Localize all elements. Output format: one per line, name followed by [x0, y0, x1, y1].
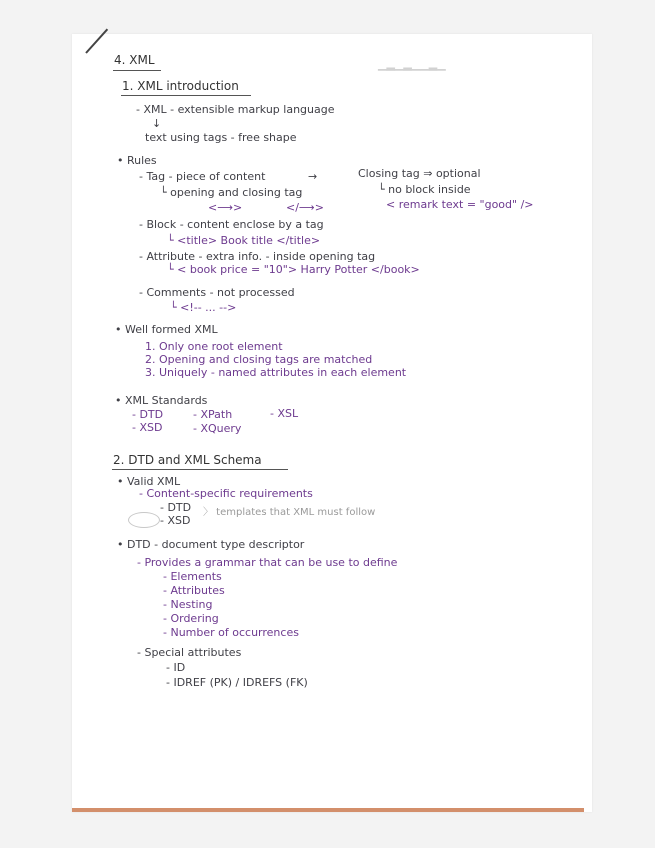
note-list-item: - XSD	[160, 514, 191, 527]
note-line: └ no block inside	[378, 183, 471, 196]
note-line: - Block - content enclose by a tag	[139, 218, 324, 231]
code-example: └ <title> Book title </title>	[167, 234, 321, 247]
note-list-item: - Attributes	[163, 584, 225, 597]
note-annotation: 〉 templates that XML must follow	[203, 507, 376, 518]
note-heading: • Well formed XML	[115, 323, 218, 336]
note-line: - XML - extensible markup language	[136, 103, 335, 116]
note-list-item: - Number of occurrences	[163, 626, 299, 639]
code-example: └ <!-- ... -->	[170, 301, 237, 314]
note-list-item: - Nesting	[163, 598, 213, 611]
note-heading: • XML Standards	[115, 394, 208, 407]
note-list-item: - IDREF (PK) / IDREFS (FK)	[166, 676, 308, 689]
note-list-item: - XPath	[193, 408, 233, 421]
code-example: </⟶>	[286, 201, 324, 214]
note-line: └ opening and closing tag	[160, 186, 303, 199]
code-example: └ < book price = "10"> Harry Potter </book>	[167, 263, 420, 276]
subsection-title-xml-introduction: 1. XML introduction	[122, 79, 239, 93]
circled-annotation	[128, 512, 160, 528]
code-example: <⟶>	[208, 201, 243, 214]
note-heading: • DTD - document type descriptor	[117, 538, 305, 551]
note-line: text using tags - free shape	[145, 131, 297, 144]
show-through-text: ▁▂▁▂▁▁▂▁	[378, 58, 446, 71]
page-edge	[72, 808, 584, 812]
note-list-item: 2. Opening and closing tags are matched	[145, 353, 373, 366]
section-title-xml: 4. XML	[114, 53, 155, 67]
title-underline	[121, 95, 251, 96]
note-list-item: - DTD	[160, 501, 192, 514]
note-line: - Tag - piece of content	[139, 170, 266, 183]
note-list-item: - XSL	[270, 407, 299, 420]
note-line: - Attribute - extra info. - inside opening tag	[139, 250, 376, 263]
note-line: - Provides a grammar that can be use to define	[137, 556, 398, 569]
title-underline	[113, 70, 161, 71]
note-line: Closing tag ⇒ optional	[358, 167, 481, 180]
note-list-item: - DTD	[132, 408, 164, 421]
subsection-title-dtd-schema: 2. DTD and XML Schema	[113, 453, 262, 467]
note-heading: • Valid XML	[117, 475, 181, 488]
title-underline	[112, 469, 288, 470]
note-line: - Content-specific requirements	[139, 487, 313, 500]
note-list-item: - XSD	[132, 421, 163, 434]
note-list-item: - Ordering	[163, 612, 219, 625]
note-heading: • Rules	[117, 154, 157, 167]
note-list-item: - ID	[166, 661, 186, 674]
arrow-right-glyph: →	[308, 170, 318, 183]
code-example: < remark text = "good" />	[386, 198, 534, 211]
note-list-item: 1. Only one root element	[145, 340, 283, 353]
arrow-down-glyph: ↓	[152, 117, 162, 130]
note-list-item: - Elements	[163, 570, 222, 583]
note-line: - Comments - not processed	[139, 286, 295, 299]
note-line: - Special attributes	[137, 646, 242, 659]
note-list-item: 3. Uniquely - named attributes in each element	[145, 366, 407, 379]
note-list-item: - XQuery	[193, 422, 242, 435]
